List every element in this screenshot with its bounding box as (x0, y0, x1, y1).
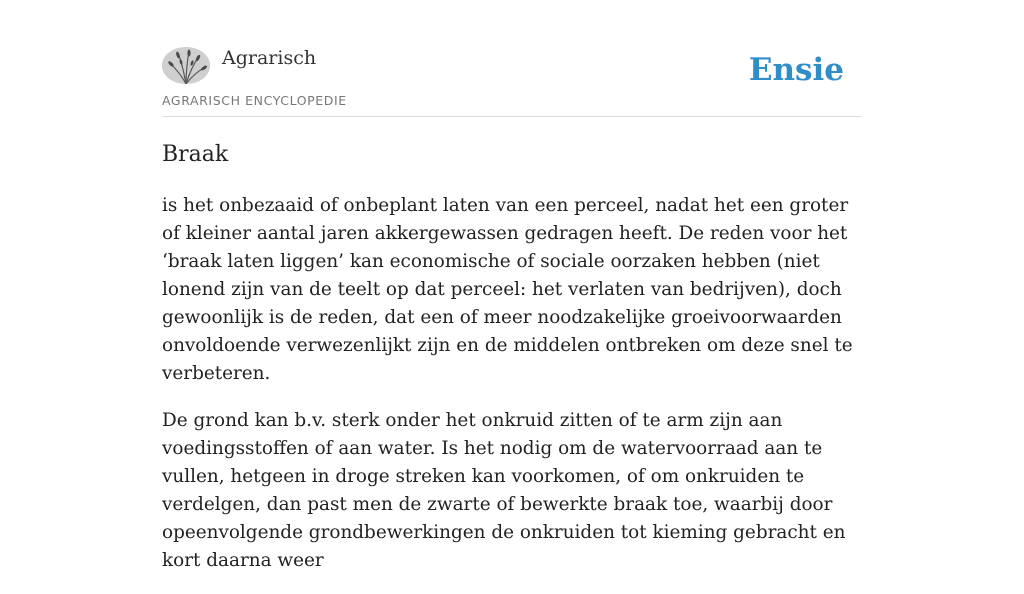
article-paragraph: is het onbezaaid of onbeplant laten van een perceel, nadat het een groter of kleiner aantal jaren akkergewassen gedragen heeft. De reden voor het ‘braak laten liggen’ kan economische of sociale oorzaken hebben (niet lonend zijn van de teelt op dat perceel: het verlaten van bedrijven), doch gewoonlijk is de reden, dat een of meer noodzakelijke groeivoorwaarden onvoldoende verwezenlijkt zijn en de middelen ontbreken om deze snel te verbeteren. (162, 195, 853, 384)
article-title: Braak (162, 142, 229, 167)
article-paragraph: De grond kan b.v. sterk onder het onkruid zitten of te arm zijn aan voedingsstoffen of aan water. Is het nodig om de watervoorraad aan te vullen, hetgeen in droge streken kan voorkomen, of om onkruiden te verdelgen, dan past men de zwarte of bewerkte braak toe, waarbij door opeenvolgende grondbewerkingen de onkruiden tot kieming gebracht en kort daarna weer (162, 410, 846, 571)
wheat-icon[interactable] (162, 47, 210, 84)
publication-name[interactable]: Agrarisch (222, 47, 317, 69)
article-body (162, 192, 862, 594)
ensie-logo[interactable]: Ensie (748, 52, 844, 88)
page (162, 0, 862, 571)
header (162, 0, 862, 117)
publication-subtitle[interactable]: AGRARISCH ENCYCLOPEDIE (162, 93, 347, 108)
